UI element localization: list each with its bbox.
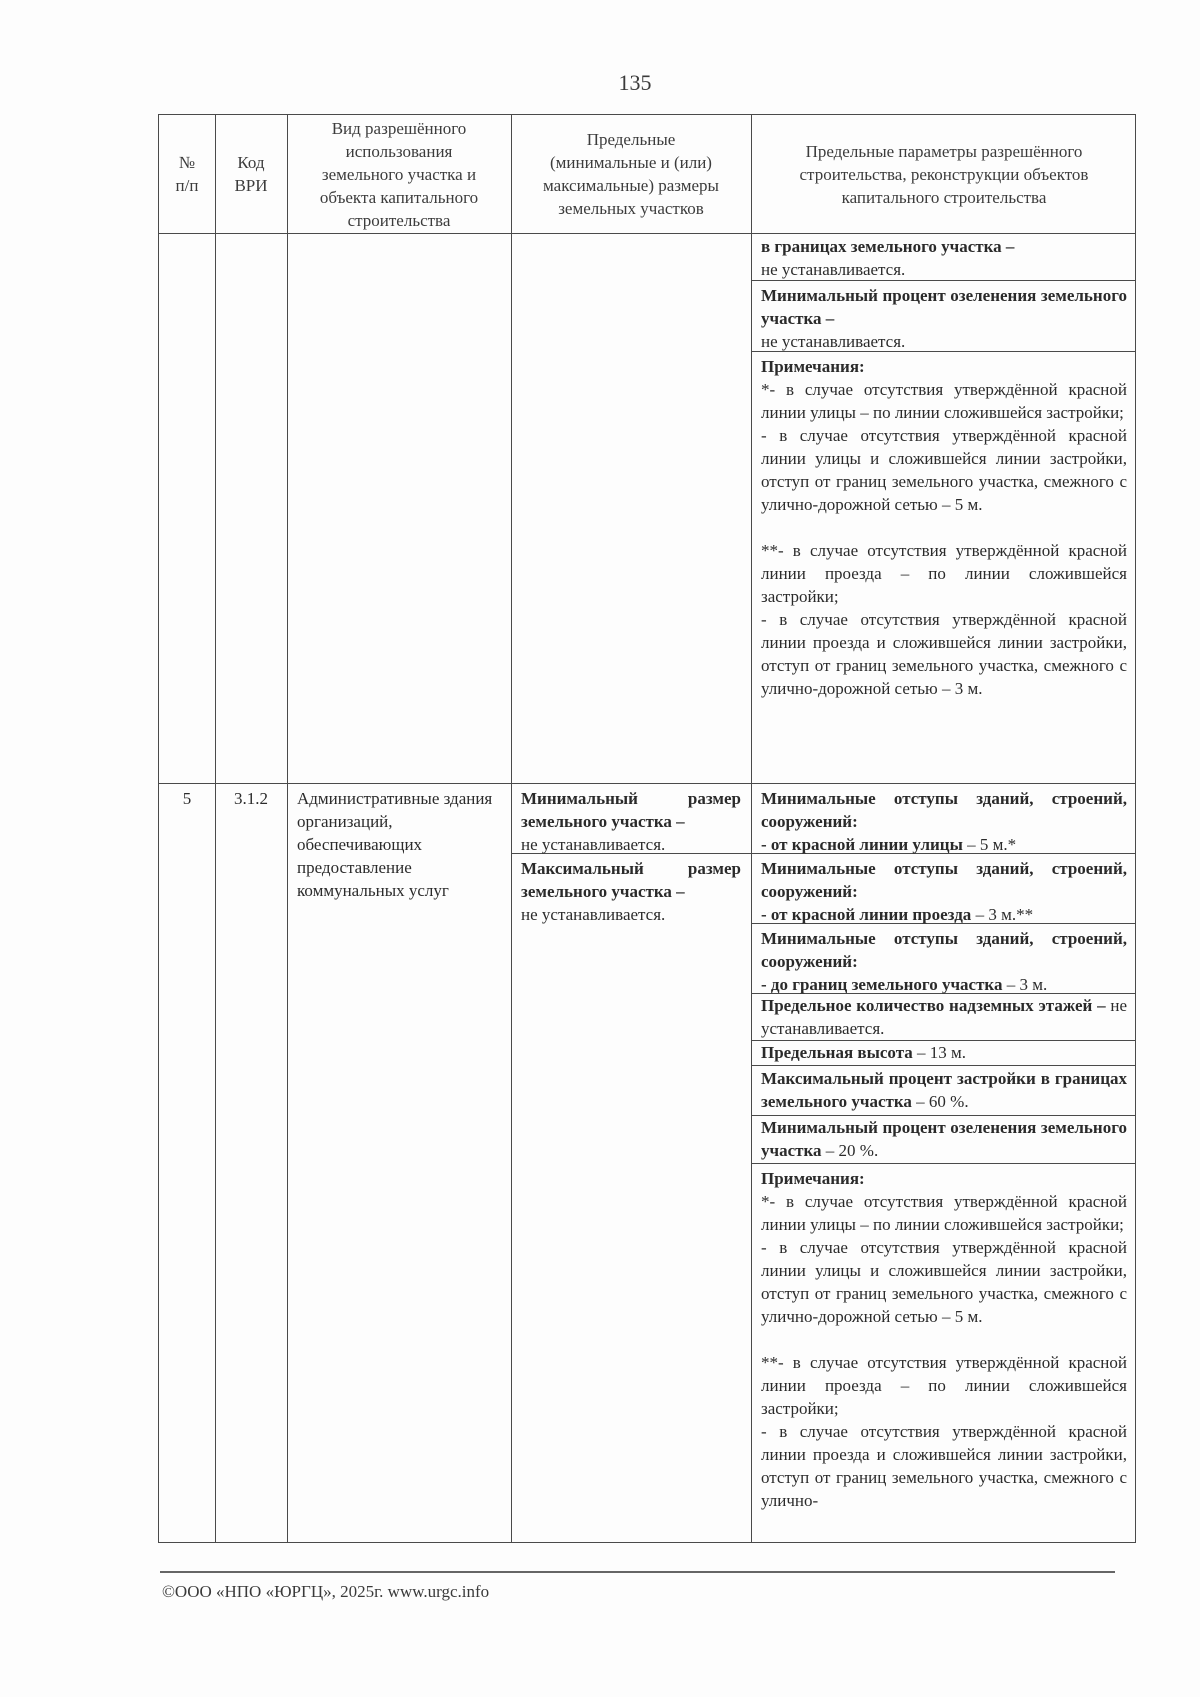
header-plot-sizes: Предельные (минимальные и (или) максимальные) размеры земельных участков [543,130,719,218]
footer-rule [160,1571,1115,1573]
header-code: Код ВРИ [234,153,268,195]
row5-param-floors: Предельное количество надземных этажей – не устанавливается. [761,996,1127,1038]
row5-code: 3.1.2 [234,789,268,808]
prev-param-greening: Минимальный процент озеленения земельного участка – не устанавливается. [761,286,1127,351]
footer-copyright: ©ООО «НПО «ЮРГЦ», 2025г. www.urgc.info [162,1582,490,1601]
row5-param-greening: Минимальный процент озеленения земельного участка – 20 %. [761,1118,1127,1160]
prev-param-build-percent: в границах земельного участка – не устанавливается. [761,237,1015,279]
header-construction-params: Предельные параметры разрешённого строительства, реконструкции объектов капитального строительства [799,141,1089,207]
row5-size-max: Максимальный размер земельного участка – не устанавливается. [521,859,741,924]
row5-permitted-use: Административные здания организаций, обеспечивающих предоставление коммунальных услуг [297,789,493,900]
row5-num: 5 [182,789,192,808]
row5-param-build-percent: Максимальный процент застройки в границах земельного участка – 60 %. [761,1069,1127,1111]
prev-notes: Примечания: *- в случае отсутствия утверждённой красной линии улицы – по линии сложившейся застройки; - в случае отсутствия утверждённой красной линии улицы и сложившейся линии застройки, отступ от границ земельного участка, смежного с улично-дорожной сетью – 5 м. **- в случае отсутствия утверждённой красной линии проезда – по линии сложившейся застройки; - в случае отсутствия утверждённой красной линии проезда и сложившейся линии застройки, отступ от границ земельного участка, смежного с улично-дорожной сетью – 3 м. [761,357,1127,698]
row5-param-offset-street: Минимальные отступы зданий, строений, сооружений: - от красной линии улицы – 5 м.* [761,789,1127,854]
row5-size-min: Минимальный размер земельного участка – не устанавливается. [521,789,741,854]
row5-param-height: Предельная высота – 13 м. [761,1043,967,1062]
row5-notes: Примечания: *- в случае отсутствия утверждённой красной линии улицы – по линии сложившейся застройки; - в случае отсутствия утверждённой красной линии улицы и сложившейся линии застройки, отступ от границ земельного участка, смежного с улично-дорожной сетью – 5 м. **- в случае отсутствия утверждённой красной линии проезда – по линии сложившейся застройки; - в случае отсутствия утверждённой красной линии проезда и сложившейся линии застройки, отступ от границ земельного участка, смежного с улично- [761,1169,1127,1510]
page-number: 135 [618,70,652,95]
row5-param-offset-boundary: Минимальные отступы зданий, строений, сооружений: - до границ земельного участка – 3 м. [761,929,1127,994]
column-divider [215,115,216,1542]
row5-param-offset-driveway: Минимальные отступы зданий, строений, сооружений: - от красной линии проезда – 3 м.** [761,859,1127,924]
regulations-table [158,114,1136,1543]
header-num: № п/п [175,153,199,195]
header-permitted-use: Вид разрешённого использования земельного участка и объекта капитального строительства [319,118,479,230]
